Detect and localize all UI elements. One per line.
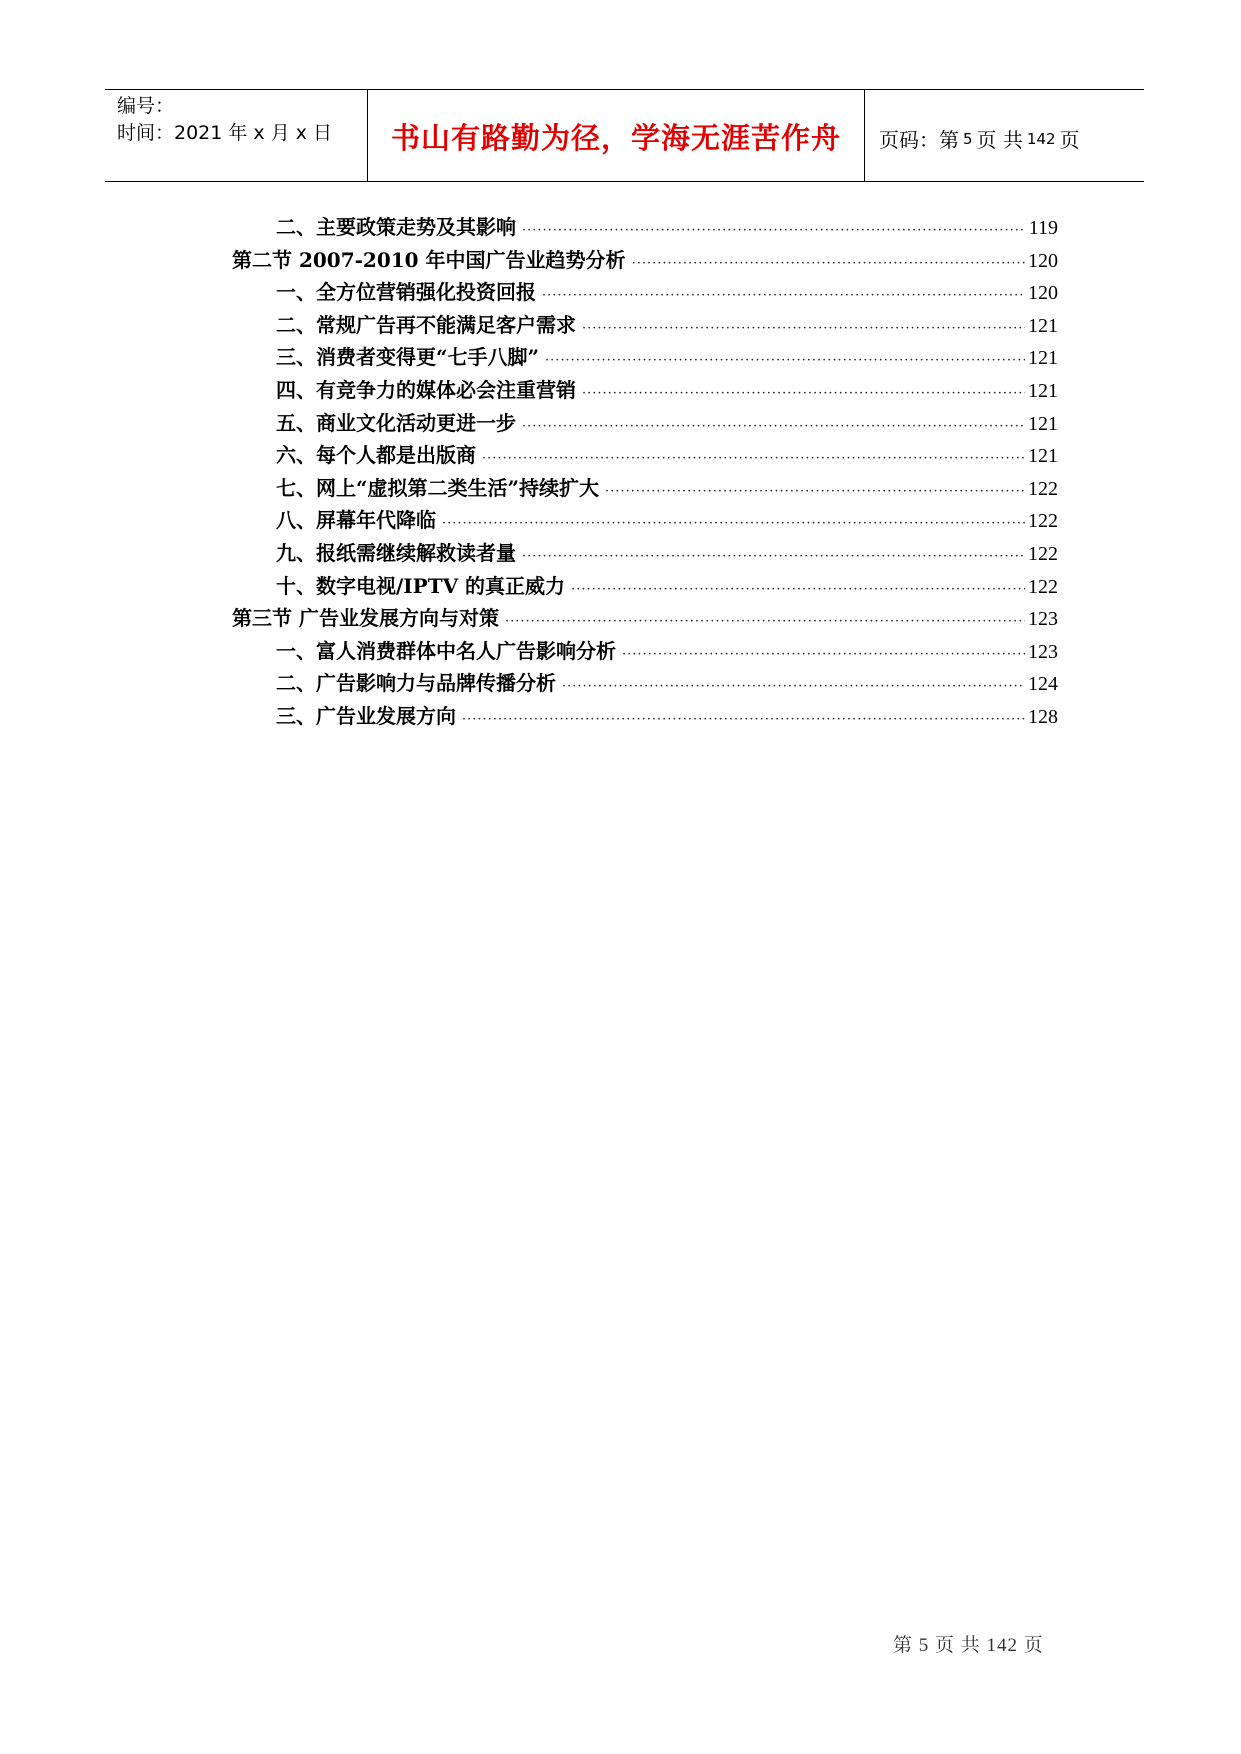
- toc-entry-page: 121: [1028, 314, 1058, 337]
- page-suffix: 页: [1059, 128, 1080, 152]
- toc-entry[interactable]: [276, 635, 1058, 665]
- toc-entry-page: 128: [1028, 706, 1058, 728]
- toc-leader-dots: [505, 614, 1025, 629]
- toc-entry-title: 四、有竞争力的媒体必会注重营销: [276, 378, 576, 402]
- toc-entry-title: 六、每个人都是出版商: [276, 443, 476, 468]
- toc-entry[interactable]: [276, 700, 1058, 730]
- header-page-number: [865, 90, 1144, 181]
- page-mid: 页 共: [976, 128, 1023, 152]
- toc-entry[interactable]: [276, 341, 1058, 371]
- toc-leader-dots: [622, 647, 1025, 662]
- page-total: 142: [1026, 129, 1056, 148]
- toc-entry[interactable]: [276, 309, 1058, 339]
- header-motto: 书山有路勤为径，学海无涯苦作舟: [368, 90, 865, 181]
- toc-entry-title: 三、消费者变得更“七手八脚”: [276, 345, 540, 370]
- toc-entry-page: 124: [1028, 673, 1058, 696]
- toc-entry-page: 122: [1028, 477, 1058, 500]
- toc-entry-title: 十、数字电视/IPTV 的真正威力: [276, 573, 566, 598]
- toc-leader-dots: [605, 484, 1025, 499]
- toc-entry-page: 119: [1028, 217, 1058, 239]
- toc-leader-dots: [522, 419, 1025, 434]
- toc-entry-title: 第三节 广告业发展方向与对策: [232, 606, 499, 631]
- toc-entry[interactable]: [276, 439, 1058, 469]
- toc-entry[interactable]: [276, 407, 1058, 437]
- toc-entry-title: 一、全方位营销强化投资回报: [276, 280, 536, 305]
- toc-entry-title: 七、网上“虚拟第二类生活”持续扩大: [276, 475, 600, 500]
- page-current: 5: [963, 129, 973, 148]
- page-prefix: 页码：第: [879, 128, 959, 152]
- toc-leader-dots: [522, 223, 1026, 238]
- toc-entry[interactable]: [276, 374, 1058, 404]
- toc-entry-page: 122: [1028, 510, 1058, 533]
- toc-entry[interactable]: [276, 276, 1058, 306]
- serial-label: 编号：: [117, 95, 175, 117]
- toc-entry[interactable]: [276, 537, 1058, 567]
- toc-leader-dots: [462, 712, 1025, 727]
- toc-entry-title: 第二节 2007-2010 年中国广告业趋势分析: [232, 247, 626, 272]
- toc-leader-dots: [542, 288, 1025, 303]
- toc-entry-page: 121: [1028, 445, 1058, 468]
- toc-leader-dots: [482, 451, 1025, 466]
- toc-entry-page: 123: [1028, 608, 1058, 631]
- page-header: [105, 89, 1144, 182]
- toc-entry-title: 九、报纸需继续解救读者量: [276, 541, 516, 565]
- toc-leader-dots: [582, 386, 1025, 401]
- toc-entry[interactable]: [276, 211, 1058, 241]
- toc-entry[interactable]: [276, 667, 1058, 697]
- page-footer: 第 5 页 共 142 页: [893, 1635, 1044, 1656]
- toc-entry-page: 121: [1028, 380, 1058, 402]
- toc-entry[interactable]: [276, 472, 1058, 502]
- toc-leader-dots: [571, 582, 1025, 597]
- toc-entry[interactable]: [276, 504, 1058, 534]
- toc-entry[interactable]: [232, 244, 1058, 274]
- toc-entry-title: 五、商业文化活动更进一步: [276, 410, 516, 435]
- toc-leader-dots: [442, 516, 1025, 531]
- toc-leader-dots: [562, 679, 1025, 694]
- toc-entry-title: 三、广告业发展方向: [276, 704, 456, 728]
- toc-entry-page: 122: [1028, 575, 1058, 598]
- toc-entry-page: 123: [1028, 640, 1058, 663]
- toc-leader-dots: [582, 321, 1025, 336]
- toc-entry[interactable]: [276, 570, 1058, 600]
- toc-entry-title: 八、屏幕年代降临: [276, 508, 436, 533]
- toc-entry-page: 120: [1028, 282, 1058, 305]
- toc-leader-dots: [522, 549, 1025, 564]
- toc-entry-title: 二、广告影响力与品牌传播分析: [276, 671, 556, 696]
- toc-entry-title: 一、富人消费群体中名人广告影响分析: [276, 638, 616, 663]
- toc-entry-page: 120: [1028, 249, 1058, 272]
- toc-entry-title: 二、主要政策走势及其影响: [276, 215, 516, 239]
- toc-entry-page: 122: [1028, 543, 1058, 565]
- toc-entry[interactable]: [232, 602, 1058, 632]
- time-label: 时间：2021 年 x 月 x 日: [117, 122, 333, 144]
- toc-entry-title: 二、常规广告再不能满足客户需求: [276, 312, 576, 337]
- toc-leader-dots: [545, 353, 1025, 368]
- toc-entry-page: 121: [1028, 412, 1058, 435]
- header-meta: [105, 90, 368, 181]
- toc-entry-page: 121: [1028, 347, 1058, 370]
- toc-leader-dots: [632, 256, 1025, 271]
